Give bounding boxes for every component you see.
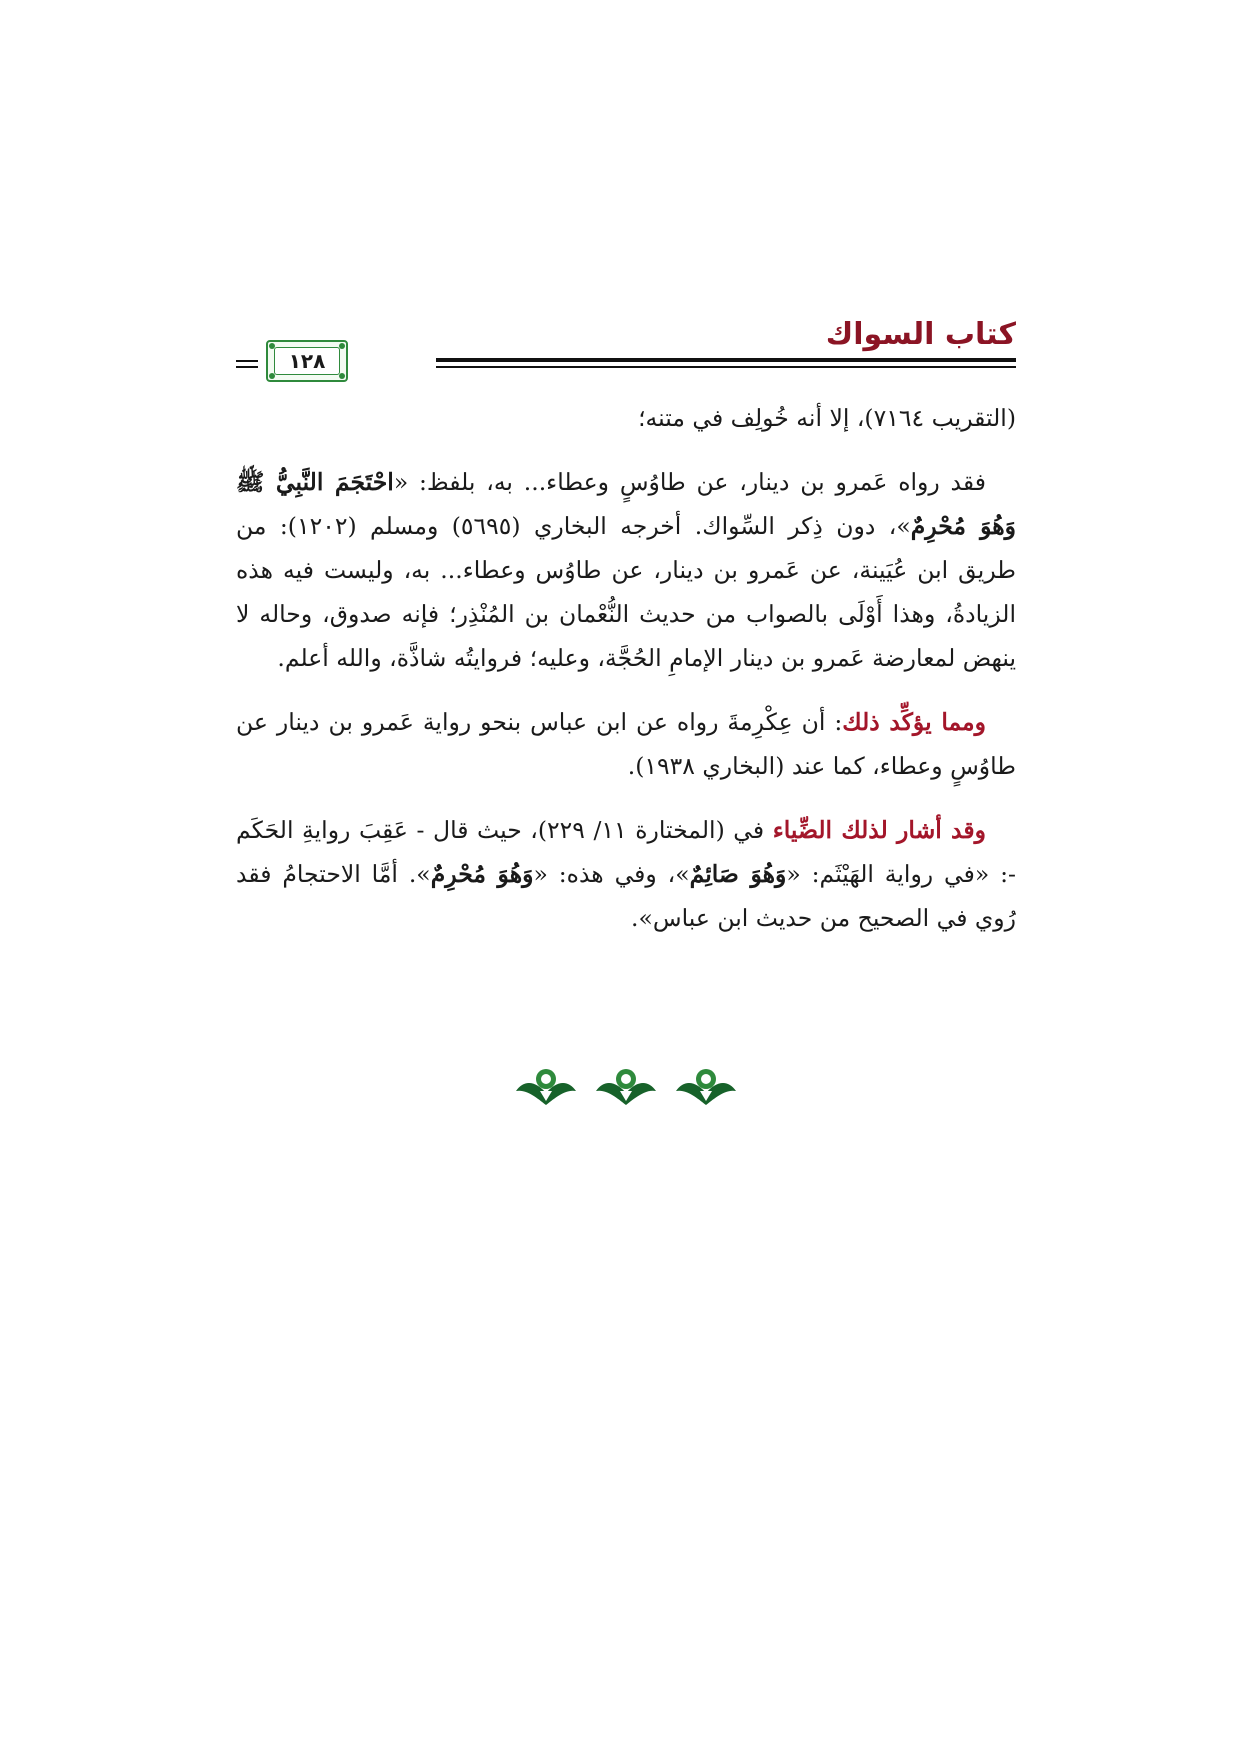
text-run: »، وفي هذه: « (533, 860, 690, 888)
text-run: »، دون ذِكر السِّواك. أخرجه البخاري (٥٦٩٥) ومسلم (١٢٠٢): من طريق ابن عُيَينة، عن عَمرو بن دينار، عن طاوُس وعطاء... به، وليست فيه هذه الزيادةُ، وهذا أَوْلَى بالصواب من حديث النُّعْمان بن المُنْذِر؛ فإنه صدوق، وحاله لا ينهض لمعارضة عَمرو بن دينار الإمامِ الحُجَّة، وعليه؛ فروايتُه شاذَّة، والله أعلم. (236, 512, 1016, 672)
text-run: في (المختارة ١١/ ٢٢٩)، حيث قال - عَقِبَ روايةِ الحَكَم -: «في رواية الهَيْثَم: « (236, 816, 1016, 888)
text-run: ». أمَّا الاحتجامُ فقد رُوي في الصحيح من حديث ابن عباس». (236, 860, 1016, 932)
frame-corner-dot (339, 343, 345, 349)
flower-ornament-icon (516, 1069, 576, 1105)
section-divider-ornament (506, 1063, 746, 1111)
paragraph-2 (236, 460, 1016, 680)
paragraph-3 (236, 700, 1016, 788)
header-rule-left-thin (236, 366, 258, 368)
frame-corner-dot (339, 373, 345, 379)
book-title: كتاب السواك (825, 317, 1016, 352)
section-label: ومما يؤكِّد ذلك (842, 708, 986, 736)
flower-ornament-icon (596, 1069, 656, 1105)
page-number-frame (266, 340, 348, 382)
header-rule-thin (436, 366, 1016, 368)
page-header (236, 317, 1016, 386)
section-label: وقد أشار لذلك الضِّياء (772, 816, 986, 844)
hadith-quote: وَهُوَ مُحْرِمٌ (430, 860, 534, 888)
header-rule-left (236, 360, 258, 362)
hadith-quote: احْتَجَمَ النَّبِيُّ ﷺ وَهُوَ مُحْرِمٌ (236, 468, 1016, 540)
text-run: : أن عِكْرِمةَ رواه عن ابن عباس بنحو رواية عَمرو بن دينار عن طاوُسٍ وعطاء، كما عند (البخاري ١٩٣٨). (236, 708, 1016, 780)
flower-ornament-icon (676, 1069, 736, 1105)
page-number-box (274, 347, 340, 375)
header-rule (436, 358, 1016, 362)
body-text (236, 396, 1016, 960)
paragraph-1 (236, 396, 1016, 440)
text-run: (التقريب ٧١٦٤)، إلا أنه خُولِف في متنه؛ (638, 404, 1016, 432)
text-run: فقد رواه عَمرو بن دينار، عن طاوُسٍ وعطاء... به، بلفظ: « (393, 468, 986, 496)
page-number: ١٢٨ (288, 349, 326, 373)
hadith-quote: وَهُوَ صَائِمٌ (689, 860, 787, 888)
paragraph-4 (236, 808, 1016, 940)
